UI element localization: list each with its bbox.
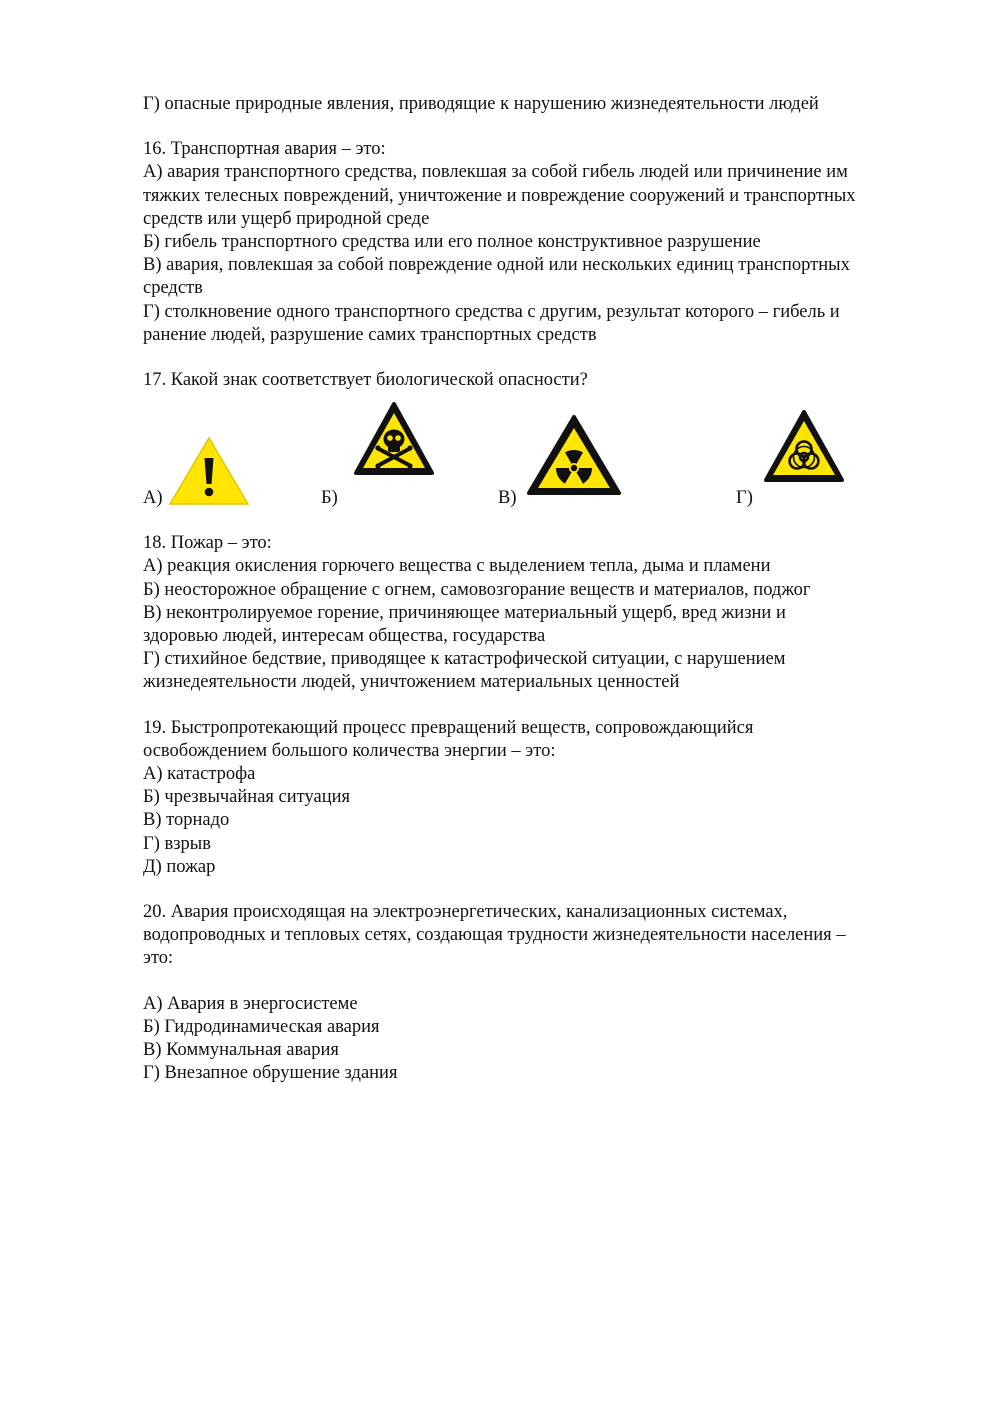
q19-question-line1: 19. Быстропротекающий процесс превращений веществ, сопровождающийся [143,717,754,738]
q18-option-d-line2: жизнедеятельности людей, уничтожением материальных ценностей [143,672,680,693]
exclamation-warning-icon [168,436,250,506]
question-17 [143,369,943,520]
q18-option-a: А) реакция окисления горючего вещества с выделением тепла, дыма и пламени [143,556,771,577]
q18-option-b: Б) неосторожное обращение с огнем, самовозгорание веществ и материалов, поджог [143,579,811,600]
document-page [143,93,943,1086]
q16-option-d-line1: Г) столкновение одного транспортного средства с другим, результат которого – гибель и [143,301,840,322]
question-20 [143,901,943,1085]
q15-option-g: Г) опасные природные явления, приводящие к нарушению жизнедеятельности людей [143,94,819,114]
q20-question-line1: 20. Авария происходящая на электроэнергетических, канализационных системах, [143,902,788,923]
q16-option-c-line1: В) авария, повлекшая за собой повреждение одной или нескольких единиц транспортных [143,255,850,276]
q19-option-b: Б) чрезвычайная ситуация [143,787,351,808]
q17-sign-options [143,402,943,520]
q16-question: 16. Транспортная авария – это: [143,139,386,160]
q18-question: 18. Пожар – это: [143,533,272,554]
q17-option-c-label: В) [498,488,517,509]
q16-option-a-line1: А) авария транспортного средства, повлекшая за собой гибель людей или причинение им [143,162,848,183]
q17-option-a-label: А) [143,488,163,509]
question-18 [143,532,943,694]
q16-option-a-line3: средств или ущерб природной среде [143,208,430,229]
q17-option-b-label: Б) [321,488,338,509]
q20-question-line2: водопроводных и тепловых сетях, создающая трудности жизнедеятельности населения – [143,925,846,946]
q20-option-d: Г) Внезапное обрушение здания [143,1063,398,1084]
q16-option-a-line2: тяжких телесных повреждений, уничтожение и повреждение сооружений и транспортных [143,185,856,206]
q20-option-c: В) Коммунальная авария [143,1040,339,1061]
skull-crossbones-warning-icon [354,402,434,475]
q20-option-b: Б) Гидродинамическая авария [143,1016,380,1037]
q18-option-d-line1: Г) стихийное бедствие, приводящее к катастрофической ситуации, с нарушением [143,649,786,670]
q18-option-c-line1: В) неконтролируемое горение, причиняющее материальный ущерб, вред жизни и [143,602,786,623]
q19-option-e: Д) пожар [143,856,216,877]
q20-option-a: А) Авария в энергосистеме [143,993,358,1014]
radiation-warning-icon [526,414,622,496]
q18-option-c-line2: здоровью людей, интересам общества, государства [143,626,546,647]
biohazard-warning-icon [763,409,845,483]
q19-option-d: Г) взрыв [143,833,211,854]
q19-option-a: А) катастрофа [143,764,256,785]
q19-option-c: В) торнадо [143,810,230,831]
q17-option-d-label: Г) [736,488,753,509]
q16-option-b: Б) гибель транспортного средства или его полное конструктивное разрушение [143,232,761,253]
question-19 [143,717,943,879]
q16-option-c-line2: средств [143,278,203,299]
q19-question-line2: освобождением большого количества энергии – это: [143,740,556,761]
question-16 [143,138,943,347]
q17-question: 17. Какой знак соответствует биологической опасности? [143,370,588,391]
q20-question-line3: это: [143,948,174,969]
q16-option-d-line2: ранение людей, разрушение самих транспортных средств [143,324,597,345]
